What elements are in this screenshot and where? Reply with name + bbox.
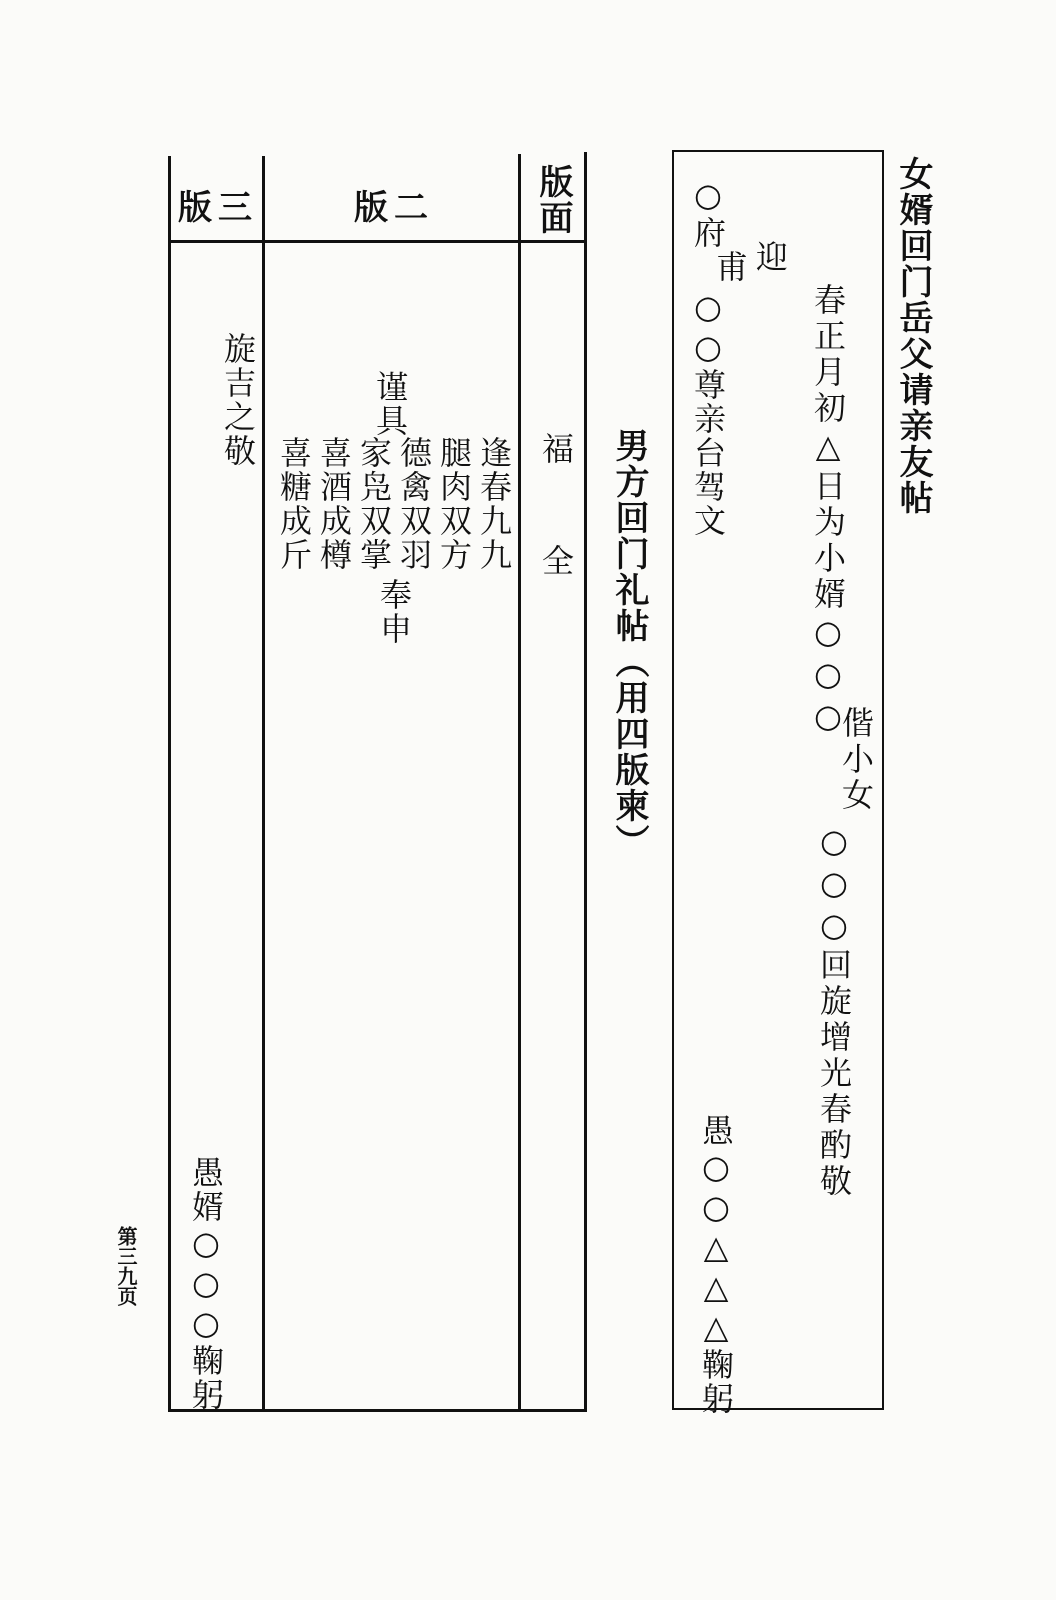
right-form-title: 女婿回门岳父请亲友帖 <box>893 156 933 516</box>
right-form-col4: ○府 <box>689 176 727 250</box>
v2-line-4-head: 谨具 <box>371 370 409 438</box>
cover-char-2: 全 <box>537 544 575 576</box>
left-form-divider-2 <box>518 154 521 1412</box>
right-form-col2: 迎 <box>751 240 789 272</box>
cover-char-1: 福 <box>537 432 575 464</box>
page-number: 第三九页 <box>114 1226 138 1306</box>
left-form-left-border <box>168 156 171 1412</box>
middle-title: 男方回门礼帖（用四版柬） <box>609 428 649 860</box>
v2-line-3: 德禽双羽 <box>395 436 433 572</box>
right-form-col1c: ○○○回旋增光春酌敬 <box>815 822 853 1200</box>
left-form-right-border <box>584 152 587 1412</box>
right-form-col3: 甫 <box>711 250 749 282</box>
v3-signature: 愚婿○○○鞠躬 <box>187 1156 225 1412</box>
header-version-two: 版二 <box>354 188 434 228</box>
v2-line-1: 逢春九九 <box>475 436 513 572</box>
v2-line-4: 家凫双掌 <box>355 436 393 572</box>
left-form-bottom-border <box>168 1409 587 1412</box>
header-version-three: 版三 <box>178 188 258 228</box>
right-form-signature: 愚○○△△△鞠躬 <box>697 1114 735 1416</box>
v2-line-5: 喜酒成樽 <box>315 436 353 572</box>
v2-line-4-tail: 奉申 <box>375 578 413 646</box>
left-form-header-rule <box>168 240 587 243</box>
right-form-col1b: 偕小女 <box>837 706 875 814</box>
v2-line-2: 腿肉双方 <box>435 436 473 572</box>
header-cover: 版面 <box>533 164 573 236</box>
right-form-col1: 春正月初△日为小婿○○○ <box>809 283 847 739</box>
right-form-col4b: ○○尊亲台驾文 <box>689 288 727 538</box>
v3-line-1: 旋吉之敬 <box>219 332 257 468</box>
v2-line-6: 喜糖成斤 <box>275 436 313 572</box>
left-form-divider-1 <box>262 156 265 1412</box>
